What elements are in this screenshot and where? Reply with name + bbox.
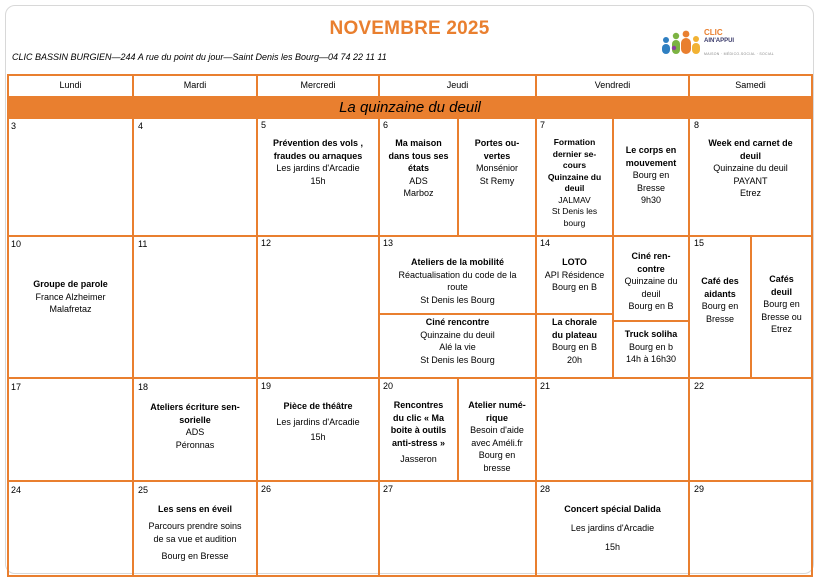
weekday-thursday: Jeudi [446,80,469,90]
people-icon [660,26,704,62]
event-groupe-parole: Groupe de parole France Alzheimer Malafretaz [33,279,108,314]
logo-subtitle: AIN'APPUI [704,38,735,44]
day-number: 15 [694,238,705,248]
day-number: 12 [261,238,272,248]
day-number: 4 [138,121,144,131]
weekday-saturday: Samedi [735,80,766,90]
event-sens-eveil: Les sens en éveil Parcours prendre soins de sa vue et audition Bourg en Bresse [148,504,242,561]
day-number: 3 [11,121,17,131]
event-ateliers-mobilite: Ateliers de la mobilité Réactualisation du code de la route St Denis les Bourg [398,257,517,305]
event-cine-rencontre: Ciné rencontre Quinzaine du deuil Alé la vie St Denis les Bourg [420,317,495,365]
day-number: 5 [261,120,267,130]
event-cafe-aidants: Café des aidants Bourg en Bresse [701,276,739,324]
event-portes-ouvertes: Portes ou- vertes Monsénior St Remy [474,138,520,186]
day-number: 18 [138,382,149,392]
day-number: 20 [383,381,394,391]
event-cafes-deuil: Cafés deuil Bourg en Bresse ou Etrez [761,274,802,334]
event-rencontres-clic: Rencontres du clic « Ma boite à outils anti-stress » Jasseron [390,400,447,464]
event-week-end-carnet: Week end carnet de deuil Quinzaine du deuil PAYANT Etrez [708,138,793,198]
day-number: 28 [540,484,551,494]
event-piece-theatre: Pièce de théâtre Les jardins d'Arcadie 15h [276,401,360,442]
clic-logo [660,26,780,62]
day-number: 25 [138,485,149,495]
event-ma-maison: Ma maison dans tous ses états ADS Marboz [388,138,449,198]
event-corps-mouvement: Le corps en mouvement Bourg en Bresse 9h30 [625,145,677,205]
day-number: 6 [383,120,389,130]
event-prevention-vols: Prévention des vols , fraudes ou arnaques Les jardins d'Arcadie 15h [272,138,364,186]
logo-name: CLIC [704,28,723,37]
weekday-tuesday: Mardi [183,80,207,90]
event-truck-soliha: Truck soliha Bourg en b 14h à 16h30 [624,329,678,364]
day-number: 11 [138,239,148,249]
day-number: 21 [540,381,551,391]
logo-tagline: MAISON · MÉDICO-SOCIAL · SOCIAL [704,52,775,56]
event-cine-rencontre-deuil: Ciné ren- contre Quinzaine du deuil Bourg en B [624,251,678,311]
quinzaine-banner [7,98,813,118]
day-number: 8 [694,120,700,130]
day-number: 10 [11,239,22,249]
weekday-wednesday: Mercredi [300,80,336,90]
day-number: 22 [694,381,705,391]
day-number: 13 [383,238,394,248]
banner-text: La quinzaine du deuil [339,99,481,116]
day-number: 19 [261,381,272,391]
day-number: 26 [261,484,272,494]
weekday-friday: Vendredi [594,80,631,90]
event-ateliers-ecriture: Ateliers écriture sen- sorielle ADS Péronnas [150,402,240,450]
day-number: 17 [11,382,22,392]
page-title: NOVEMBRE 2025 [329,18,490,39]
day-number: 7 [540,120,546,130]
event-atelier-numerique: Atelier numé- rique Besoin d'aide avec Améli.fr Bourg en bresse [468,400,526,473]
event-concert-dalida: Concert spécial Dalida Les jardins d'Arcadie 15h [564,504,661,552]
day-number: 14 [540,238,551,248]
day-number: 27 [383,484,394,494]
weekday-monday: Lundi [59,80,82,90]
organization-info: CLIC BASSIN BURGIEN—244 A rue du point du jour—Saint Denis les Bourg—04 74 22 11 11 [12,52,387,62]
event-chorale-plateau: La chorale du plateau Bourg en B 20h [551,317,598,365]
event-loto: LOTO API Résidence Bourg en B [544,257,605,292]
day-number: 29 [694,484,705,494]
event-formation-secours: Formation dernier se- cours Quinzaine du deuil JALMAV St Denis les bourg [547,137,602,228]
day-number: 24 [11,485,22,495]
